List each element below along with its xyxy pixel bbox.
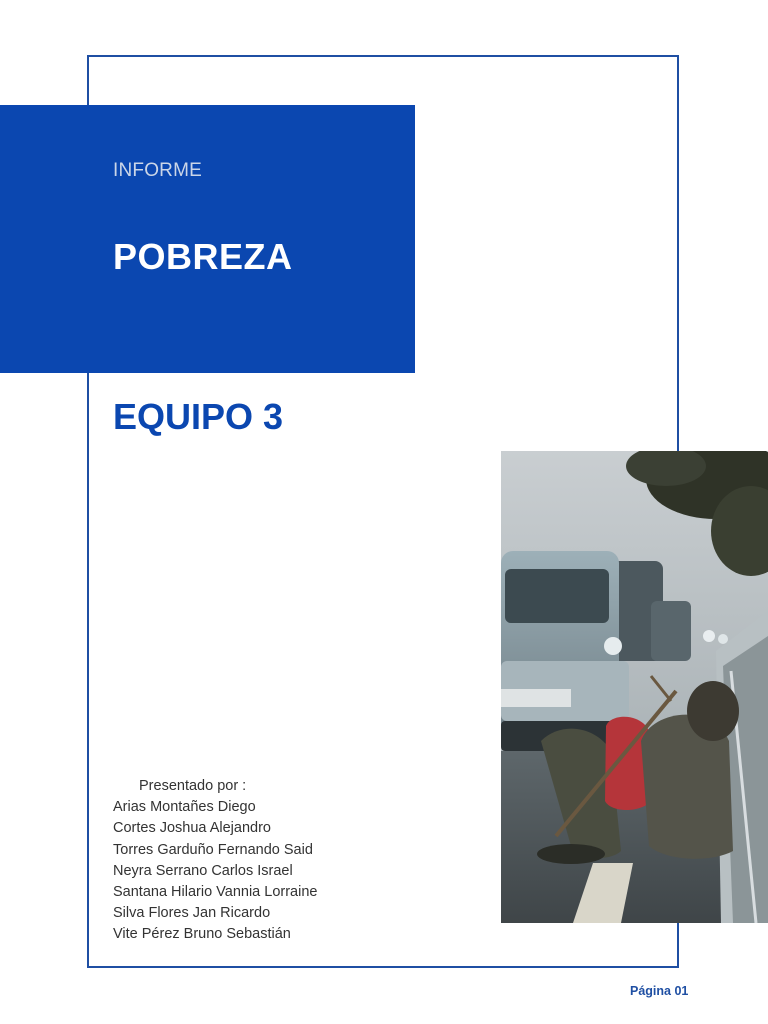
member-name: Cortes Joshua Alejandro bbox=[113, 820, 271, 837]
credits-block bbox=[113, 776, 317, 946]
presented-by-label: Presentado por : bbox=[139, 778, 247, 794]
team-title: EQUIPO 3 bbox=[113, 396, 284, 437]
street-photo bbox=[501, 451, 768, 923]
page-number: Página 01 bbox=[630, 984, 689, 998]
member-name: Santana Hilario Vannia Lorraine bbox=[113, 884, 318, 901]
member-name: Neyra Serrano Carlos Israel bbox=[113, 862, 293, 879]
report-kicker: INFORME bbox=[113, 160, 203, 181]
street-photo-illustration bbox=[501, 451, 768, 923]
report-title: POBREZA bbox=[113, 236, 293, 277]
member-name: Arias Montañes Diego bbox=[113, 799, 256, 816]
member-name: Silva Flores Jan Ricardo bbox=[113, 905, 271, 922]
member-name: Torres Garduño Fernando Said bbox=[113, 841, 313, 858]
member-name: Vite Pérez Bruno Sebastián bbox=[113, 926, 291, 943]
